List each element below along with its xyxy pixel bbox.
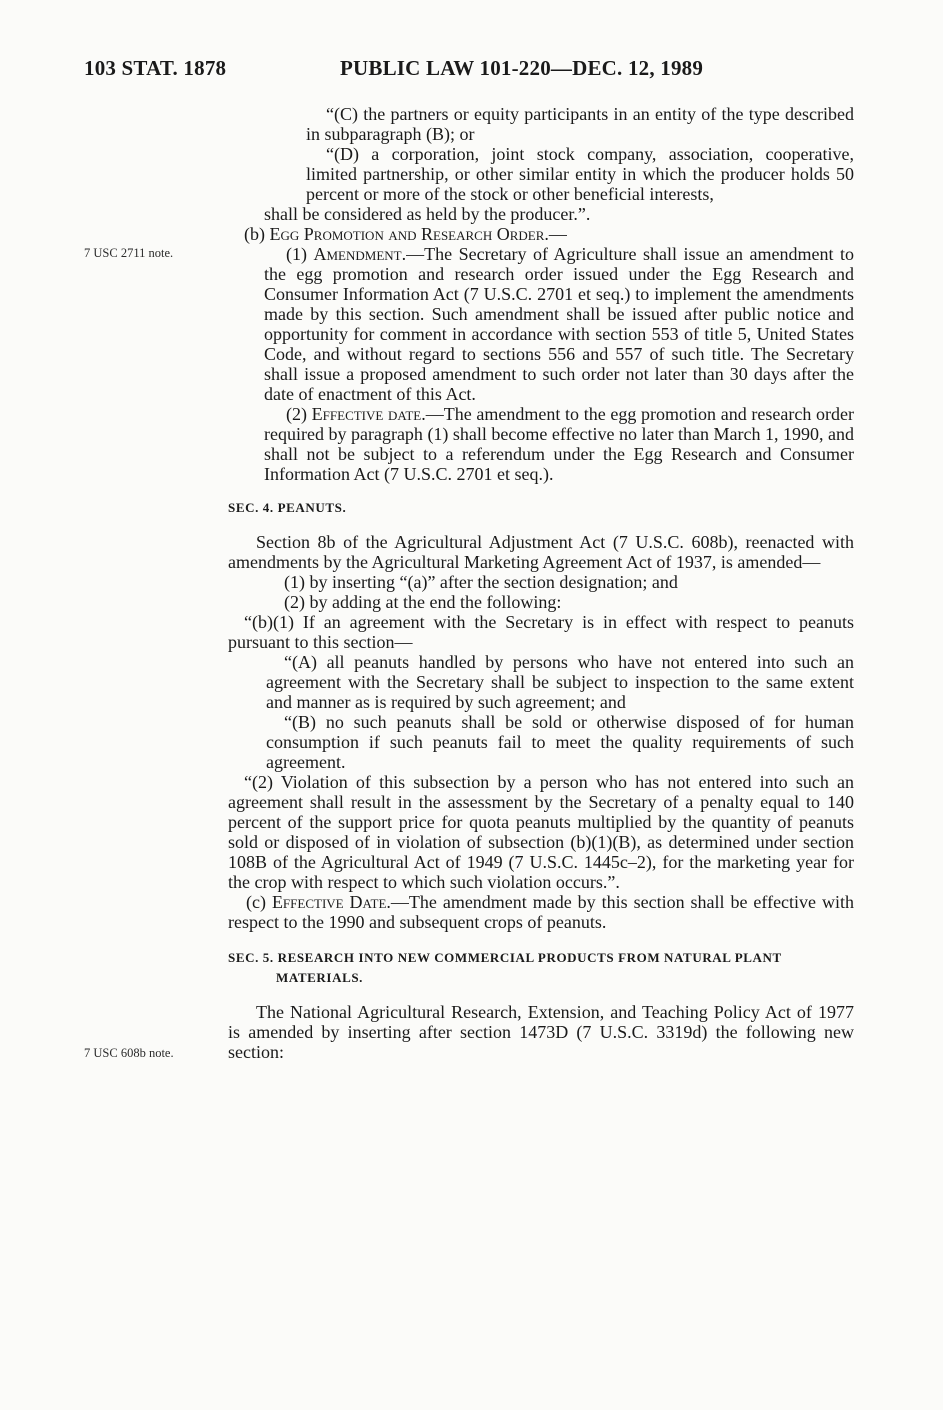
paragraph-1-prefix: (1): [286, 244, 314, 264]
subparagraph-b: “(B) no such peanuts shall be sold or otherwise disposed of for human consumption if such peanuts fail to meet the quality requirements of such agreement.: [266, 712, 854, 772]
subsection-c-prefix: (c): [246, 892, 272, 912]
paragraph-1-heading: Amendment.: [313, 244, 407, 264]
page-header: [84, 56, 864, 90]
section-4-intro: Section 8b of the Agricultural Adjustment Act (7 U.S.C. 608b), reenacted with amendments by the Agricultural Marketing Agreement Act of 1937, is amended—: [228, 532, 854, 572]
closing-clause: shall be considered as held by the producer.”.: [264, 204, 591, 224]
law-title-date: PUBLIC LAW 101-220—DEC. 12, 1989: [340, 56, 704, 80]
violation-paragraph: “(2) Violation of this subsection by a person who has not entered into such an agreement shall result in the assessment by the Secretary of a penalty equal to 140 percent of the support price for quota peanuts multiplied by the quantity of peanuts sold or disposed of in violation of subsection (b)(1)(B), as determined under section 108B of the Agricultural Act of 1949 (7 U.S.C. 1445c–2), for the marketing year for the crop with respect to which such violation occurs.”.: [228, 772, 854, 892]
subsection-c-heading: Effective Date.: [271, 892, 391, 912]
subsection-b1: “(b)(1) If an agreement with the Secretary is in effect with respect to peanuts pursuant to this section—: [228, 612, 854, 652]
paragraph-2-prefix: (2): [286, 404, 312, 424]
section-5-intro: The National Agricultural Research, Extension, and Teaching Policy Act of 1977 is amended by inserting after section 1473D (7 U.S.C. 3319d) the following new section:: [228, 1002, 854, 1062]
subsection-b-heading: [228, 224, 854, 244]
document-body: [228, 104, 854, 1062]
margin-note-2711: 7 USC 2711 note.: [84, 246, 174, 260]
margin-note-608b: 7 USC 608b note.: [84, 1046, 174, 1060]
paragraph-2-effective-date: [228, 404, 854, 484]
clause-d: “(D) a corporation, joint stock company, association, cooperative, limited partnership, or other similar entity in which the producer holds 50 percent or more of the stock or other beneficial interests,: [306, 144, 854, 204]
paragraph-2-text: —The amendment to the egg promotion and research order required by paragraph (1) shall become effective no later than March 1, 1990, and shall not be subject to a referendum under the Egg Research and Consumer Information Act (7 U.S.C. 2701 et seq.).: [264, 404, 854, 484]
stat-page-number: 103 STAT. 1878: [84, 56, 227, 80]
subsection-b-prefix: (b): [244, 224, 270, 244]
amendment-item-2: (2) by adding at the end the following:: [284, 592, 562, 612]
subsection-b-title: Egg Promotion and Research Order.: [269, 224, 549, 244]
paragraph-1-amendment: [228, 244, 854, 404]
paragraph-2-heading: Effective date.: [311, 404, 426, 424]
subsection-c: [228, 892, 854, 932]
subsection-c-text: —The amendment made by this section shall be effective with respect to the 1990 and subsequent crops of peanuts.: [228, 892, 854, 932]
section-4-heading: SEC. 4. PEANUTS.: [228, 500, 347, 515]
subparagraph-a: “(A) all peanuts handled by persons who have not entered into such an agreement with the Secretary shall be subject to inspection to the same extent and manner as is required by such agreement; and: [266, 652, 854, 712]
amendment-item-1: (1) by inserting “(a)” after the section designation; and: [284, 572, 678, 592]
paragraph-1-text: —The Secretary of Agriculture shall issue an amendment to the egg promotion and research order issued under the Egg Research and Consumer Information Act (7 U.S.C. 2701 et seq.) to implement the amendments made by this section. Such amendment shall be issued after public notice and opportunity for comment in accordance with section 553 of title 5, United States Code, and without regard to sections 556 and 557 of such title. The Secretary shall issue a proposed amendment to such order not later than 30 days after the date of enactment of this Act.: [264, 244, 854, 404]
clause-c: “(C) the partners or equity participants in an entity of the type described in subparagraph (B); or: [306, 104, 854, 144]
subsection-b-dash: —: [548, 224, 567, 244]
section-5-heading: SEC. 5. RESEARCH INTO NEW COMMERCIAL PRODUCTS FROM NATURAL PLANT MATERIALS.: [228, 950, 782, 985]
